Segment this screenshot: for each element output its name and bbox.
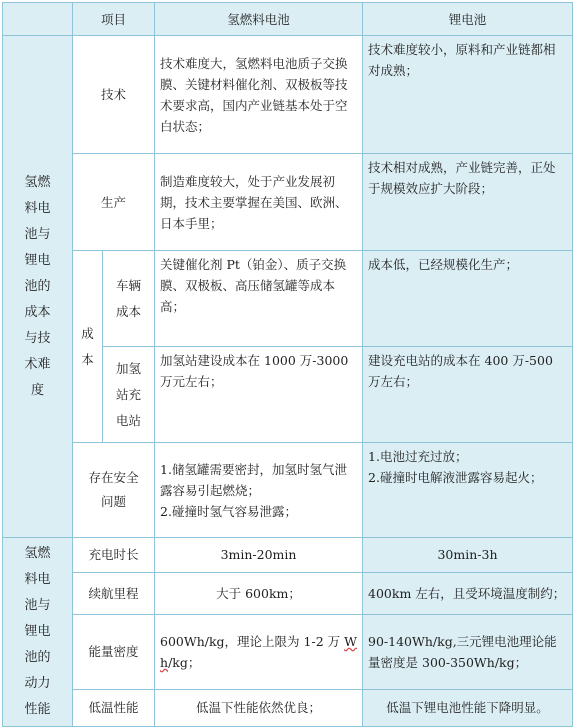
row-charge-time xyxy=(3,538,573,573)
item-production: 生产 xyxy=(73,154,155,251)
header-hydrogen: 氢燃料电池 xyxy=(155,3,363,36)
group-cost-label: 氢燃料电池与锂电池的成本与技术难度 xyxy=(24,174,51,398)
group-cost-tech xyxy=(3,36,73,538)
range-lithium: 400km 左右，且受环境温度制约； xyxy=(363,572,573,614)
energy-density-unit: Wh xyxy=(160,633,357,670)
vehicle-cost-lithium: 成本低，已经规模化生产； xyxy=(363,251,573,347)
row-range xyxy=(3,572,573,614)
cost-label: 成本 xyxy=(81,325,94,367)
item-range: 续航里程 xyxy=(73,572,155,614)
header-blank xyxy=(3,3,73,36)
energy-density-hydrogen-text: 600Wh/kg，理论上限为 1-2 万 xyxy=(160,633,345,649)
station-cost-hydrogen: 加氢站建设成本在 1000 万-3000 万元左右； xyxy=(155,347,363,443)
item-safety xyxy=(73,443,155,538)
safety-hydrogen-point-2: 2.碰撞时氢气容易泄露； xyxy=(160,503,297,519)
tech-hydrogen: 技术难度大，氢燃料电池质子交换膜、关键材料催化剂、双极板等技术要求高，国内产业链基本处于空白状态； xyxy=(155,36,363,154)
item-vehicle-cost xyxy=(103,251,155,347)
vehicle-cost-hydrogen: 关键催化剂 Pt（铂金）、质子交换膜、双极板、高压储氢罐等成本高； xyxy=(155,251,363,347)
row-production xyxy=(3,154,573,251)
station-cost-label: 加氢站充电站 xyxy=(115,360,141,428)
header-item: 项目 xyxy=(73,3,155,36)
header-row xyxy=(3,3,573,36)
energy-density-hydrogen xyxy=(155,615,363,690)
charge-time-lithium: 30min-3h xyxy=(363,538,573,573)
safety-hydrogen-point-1: 1.储氢罐需要密封，加氢时氢气泄露容易引起燃烧； xyxy=(160,461,347,498)
tech-lithium: 技术难度较小，原料和产业链都相对成熟； xyxy=(363,36,573,154)
item-energy-density: 能量密度 xyxy=(73,615,155,690)
vehicle-cost-label: 车辆成本 xyxy=(115,277,141,319)
production-lithium: 技术相对成熟，产业链完善，正处于规模效应扩大阶段； xyxy=(363,154,573,251)
group-power xyxy=(3,538,73,727)
production-hydrogen: 制造难度较大，处于产业发展初期，技术主要掌握在美国、欧洲、日本手里； xyxy=(155,154,363,251)
header-lithium: 锂电池 xyxy=(363,3,573,36)
row-safety xyxy=(3,443,573,538)
row-tech xyxy=(3,36,573,154)
item-low-temp: 低温性能 xyxy=(73,689,155,726)
item-station-cost xyxy=(103,347,155,443)
safety-lithium-point-2: 2.碰撞时电解液泄露容易起火； xyxy=(368,470,543,485)
comparison-table xyxy=(2,2,573,727)
item-charge-time: 充电时长 xyxy=(73,538,155,573)
charge-time-hydrogen: 3min-20min xyxy=(155,538,363,573)
energy-density-lithium: 90-140Wh/kg,三元锂电池理论能量密度是 300-350Wh/kg； xyxy=(363,615,573,690)
low-temp-hydrogen: 低温下性能依然优良； xyxy=(155,689,363,726)
cost-label-cell xyxy=(73,251,103,443)
row-vehicle-cost xyxy=(3,251,573,347)
group-power-label: 氢燃料电池与锂电池的动力性能 xyxy=(24,546,51,717)
energy-density-hydrogen-suffix: /kg； xyxy=(168,654,201,670)
station-cost-lithium: 建设充电站的成本在 400 万-500 万左右； xyxy=(363,347,573,443)
safety-label: 存在安全问题 xyxy=(88,470,139,509)
item-tech: 技术 xyxy=(73,36,155,154)
range-hydrogen: 大于 600km； xyxy=(155,572,363,614)
row-low-temp xyxy=(3,689,573,726)
safety-lithium-point-1: 1.电池过充过放； xyxy=(368,449,468,464)
row-energy-density xyxy=(3,615,573,690)
safety-lithium xyxy=(363,443,573,538)
low-temp-lithium: 低温下锂电池性能下降明显。 xyxy=(363,689,573,726)
safety-hydrogen xyxy=(155,443,363,538)
